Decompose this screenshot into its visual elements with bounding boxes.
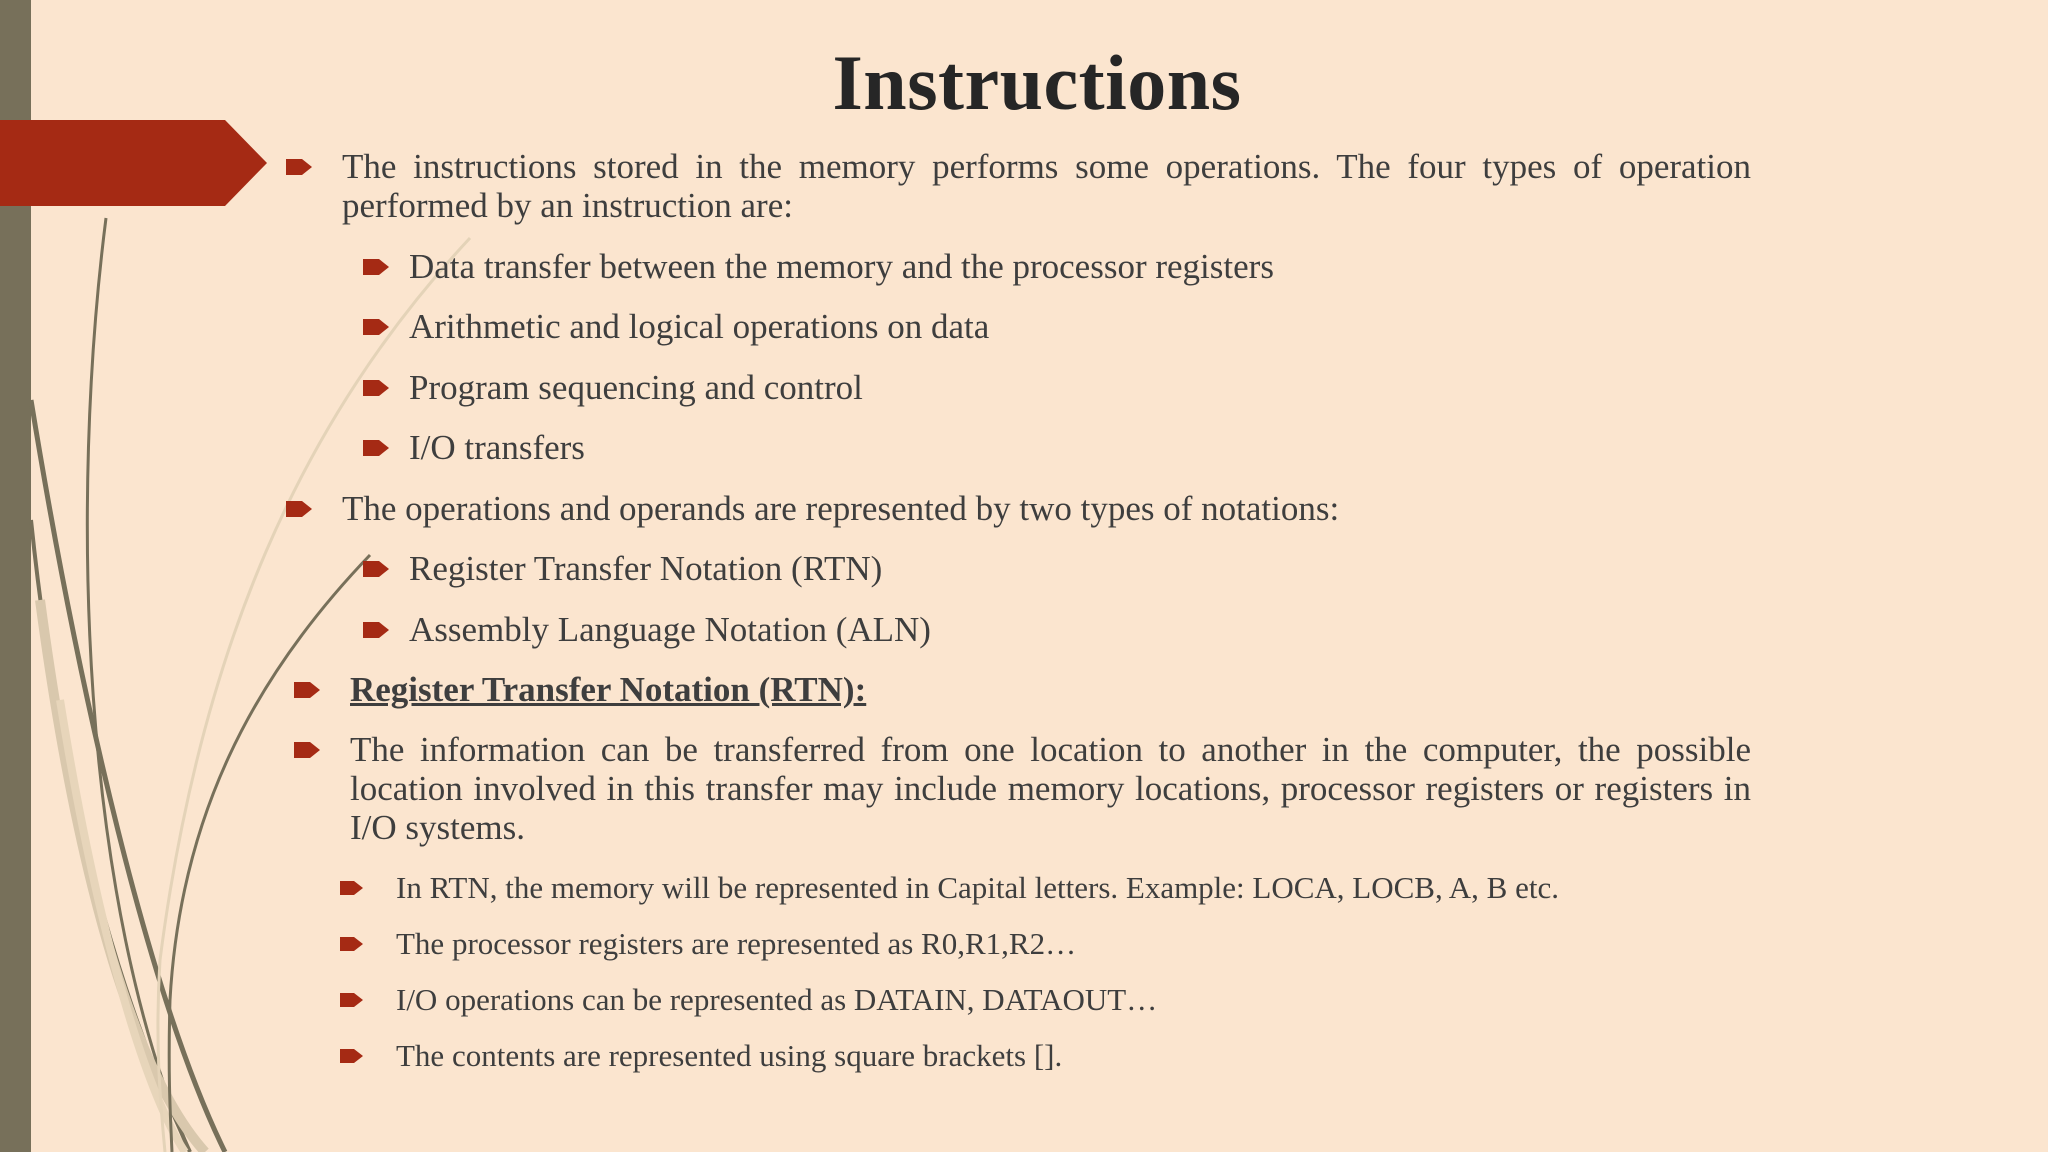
- arrow-bullet-icon: [294, 741, 322, 759]
- list-item: Program sequencing and control: [409, 368, 863, 407]
- arrow-bullet-icon: [340, 880, 365, 896]
- list-item: Arithmetic and logical operations on data: [409, 307, 990, 346]
- list-item: Register Transfer Notation (RTN): [409, 549, 883, 588]
- arrow-bullet-icon: [363, 379, 391, 397]
- list-item: The information can be transferred from one location to another in the computer, the possible location involved in this transfer may include memory locations, processor registers or registers in I/O systems.: [350, 730, 1751, 847]
- arrow-bullet-icon: [294, 681, 322, 699]
- list-item: I/O operations can be represented as DATAIN, DATAOUT…: [396, 982, 1158, 1017]
- arrow-bullet-icon: [340, 1048, 365, 1064]
- arrow-bullet-icon: [340, 936, 365, 952]
- list-item: I/O transfers: [409, 428, 585, 467]
- arrow-bullet-icon: [363, 560, 391, 578]
- arrow-bullet-icon: [363, 318, 391, 336]
- section-heading: Register Transfer Notation (RTN):: [350, 670, 867, 709]
- arrow-bullet-icon: [340, 992, 365, 1008]
- list-item: The operations and operands are represented by two types of notations:: [342, 489, 1340, 528]
- title-arrow-tag: [0, 120, 270, 206]
- arrow-bullet-icon: [286, 500, 314, 518]
- arrow-bullet-icon: [363, 258, 391, 276]
- list-item: The instructions stored in the memory performs some operations. The four types of operation performed by an instruction are:: [342, 147, 1751, 225]
- arrow-bullet-icon: [363, 621, 391, 639]
- list-item: Assembly Language Notation (ALN): [409, 610, 931, 649]
- arrow-bullet-icon: [363, 439, 391, 457]
- list-item: The contents are represented using square brackets [].: [396, 1038, 1063, 1073]
- slide-title: Instructions: [832, 39, 1242, 126]
- arrow-bullet-icon: [286, 158, 314, 176]
- list-item: Data transfer between the memory and the processor registers: [409, 247, 1274, 286]
- list-item: In RTN, the memory will be represented in Capital letters. Example: LOCA, LOCB, A, B etc.: [396, 870, 1559, 905]
- list-item: The processor registers are represented as R0,R1,R2…: [396, 926, 1077, 961]
